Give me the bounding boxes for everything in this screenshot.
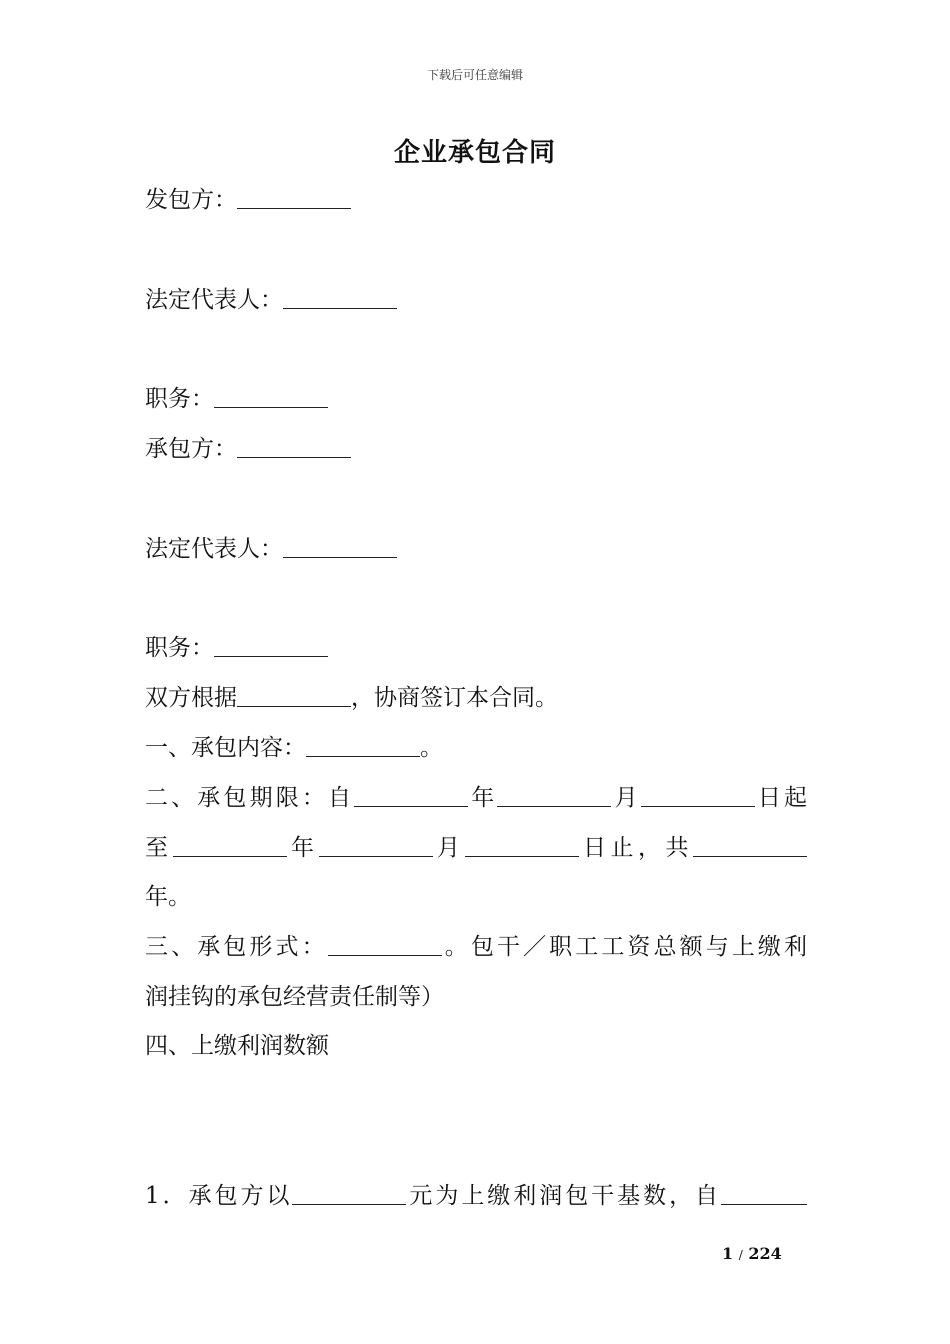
term-end-year-blank (173, 834, 287, 857)
line-term-start (145, 782, 807, 814)
profit-base-blank (292, 1182, 406, 1205)
page-number (722, 1244, 782, 1263)
line-issuer-rep (145, 284, 807, 316)
document-title: 企业承包合同 (393, 138, 556, 168)
basis-text-start: 双方根据 (145, 685, 237, 711)
form-text: 。包干／职工工资总额与上缴利 (441, 934, 808, 960)
contractor-blank (237, 435, 351, 458)
profit-heading: 四、上缴利润数额 (145, 1033, 329, 1059)
term-end-year-unit: 年 (286, 835, 319, 861)
issuer-blank (237, 186, 351, 209)
profit-base-start: 1．承包方以 (145, 1183, 293, 1209)
page-total: 224 (748, 1244, 782, 1263)
term-end-day-blank (465, 834, 579, 857)
term-month-unit: 月 (611, 785, 641, 811)
issuer-position-label: 职务： (145, 386, 214, 412)
term-total-blank (693, 834, 807, 857)
term-month-blank (497, 784, 611, 807)
form-label: 三、承包形式： (145, 934, 328, 960)
line-contractor (145, 433, 807, 465)
term-day-unit: 日起 (754, 785, 808, 811)
term-end-label: 至 (145, 835, 173, 861)
line-term-years (145, 881, 807, 913)
form-text-cont: 润挂钩的承包经营责任制等） (145, 984, 444, 1010)
line-contractor-rep (145, 533, 807, 565)
header-note: 下载后可任意编辑 (426, 68, 523, 82)
basis-text-end: ，协商签订本合同。 (351, 685, 558, 711)
line-basis (145, 682, 807, 714)
contractor-rep-label: 法定代表人： (145, 536, 283, 562)
issuer-position-blank (214, 385, 328, 408)
line-issuer (145, 184, 807, 216)
term-years-text: 年。 (145, 884, 191, 910)
term-end-month-unit: 月 (432, 835, 465, 861)
line-content (145, 732, 807, 764)
line-term-end (145, 832, 807, 864)
term-label: 二、承包期限：自 (145, 785, 355, 811)
contractor-position-label: 职务： (145, 635, 214, 661)
line-profit-base (145, 1180, 807, 1212)
issuer-rep-blank (283, 286, 397, 309)
line-profit-heading (145, 1030, 807, 1062)
page-current: 1 (722, 1244, 734, 1263)
contractor-rep-blank (283, 535, 397, 558)
term-end-month-blank (319, 834, 433, 857)
profit-base-text: 元为上缴利润包干基数，自 (406, 1183, 721, 1209)
form-blank (328, 933, 442, 956)
term-end-day-unit: 日止，共 (578, 835, 693, 861)
line-issuer-position (145, 383, 807, 415)
page-separator: / (738, 1248, 743, 1262)
line-form (145, 931, 807, 963)
basis-blank (237, 684, 351, 707)
content-blank (306, 734, 420, 757)
contractor-position-blank (214, 634, 328, 657)
issuer-rep-label: 法定代表人： (145, 287, 283, 313)
content-label: 一、承包内容： (145, 735, 306, 761)
contractor-label: 承包方： (145, 436, 237, 462)
profit-base-end-blank (721, 1182, 807, 1205)
term-year-unit: 年 (468, 785, 498, 811)
content-period: 。 (420, 735, 443, 761)
line-contractor-position (145, 632, 807, 664)
term-day-blank (641, 784, 755, 807)
line-form-cont (145, 981, 807, 1013)
issuer-label: 发包方： (145, 187, 237, 213)
term-year-blank (354, 784, 468, 807)
